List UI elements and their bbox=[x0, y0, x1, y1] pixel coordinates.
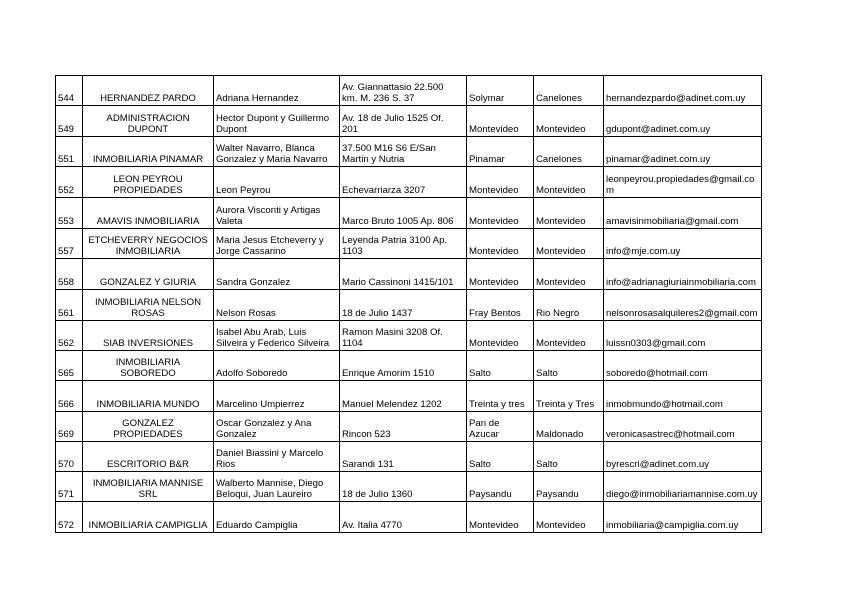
address-cell: Manuel Melendez 1202 bbox=[340, 381, 467, 412]
city-cell: Montevideo bbox=[467, 106, 534, 137]
department-cell: Rio Negro bbox=[534, 290, 604, 321]
email-cell: leonpeyrou.propiedades@gmail.com bbox=[604, 167, 762, 198]
department-cell: Montevideo bbox=[534, 229, 604, 259]
agency-name-cell: ETCHEVERRY NEGOCIOS INMOBILIARIA bbox=[83, 229, 214, 259]
email-cell: inmobmundo@hotmail.com bbox=[604, 381, 762, 412]
city-cell: Montevideo bbox=[467, 198, 534, 229]
department-cell: Montevideo bbox=[534, 321, 604, 351]
table-row bbox=[56, 381, 762, 412]
row-id-cell: 570 bbox=[56, 442, 83, 472]
table-row bbox=[56, 259, 762, 290]
agency-name-cell: AMAVIS INMOBILIARIA bbox=[83, 198, 214, 229]
table-row bbox=[56, 321, 762, 351]
contact-name-cell: Isabel Abu Arab, Luis Silveira y Federico Silveira bbox=[214, 321, 340, 351]
contact-name-cell: Maria Jesus Etcheverry y Jorge Cassarino bbox=[214, 229, 340, 259]
department-cell: Montevideo bbox=[534, 502, 604, 533]
agency-name-cell: INMOBILIARIA PINAMAR bbox=[83, 137, 214, 167]
address-cell: Marco Bruto 1005 Ap. 806 bbox=[340, 198, 467, 229]
row-id-cell: 558 bbox=[56, 259, 83, 290]
table-row bbox=[56, 502, 762, 533]
city-cell: Pinamar bbox=[467, 137, 534, 167]
row-id-cell: 553 bbox=[56, 198, 83, 229]
row-id-cell: 562 bbox=[56, 321, 83, 351]
address-cell: Mario Cassinoni 1415/101 bbox=[340, 259, 467, 290]
table-row bbox=[56, 106, 762, 137]
contact-name-cell: Walter Navarro, Blanca Gonzalez y Maria Navarro bbox=[214, 137, 340, 167]
table-row bbox=[56, 229, 762, 259]
agency-name-cell: INMOBILIARIA SOBOREDO bbox=[83, 351, 214, 381]
email-cell: inmobiliaria@campiglia.com.uy bbox=[604, 502, 762, 533]
email-cell: gdupont@adinet.com.uy bbox=[604, 106, 762, 137]
city-cell: Paysandu bbox=[467, 472, 534, 502]
row-id-cell: 557 bbox=[56, 229, 83, 259]
row-id-cell: 551 bbox=[56, 137, 83, 167]
table-row bbox=[56, 290, 762, 321]
contact-name-cell: Eduardo Campiglia bbox=[214, 502, 340, 533]
city-cell: Montevideo bbox=[467, 321, 534, 351]
contact-name-cell: Aurora Visconti y Artigas Valeta bbox=[214, 198, 340, 229]
address-cell: Av. Italia 4770 bbox=[340, 502, 467, 533]
row-id-cell: 569 bbox=[56, 412, 83, 442]
department-cell: Salto bbox=[534, 351, 604, 381]
email-cell: byrescri@adinet.com.uy bbox=[604, 442, 762, 472]
contact-name-cell: Daniel Biassini y Marcelo Rios bbox=[214, 442, 340, 472]
row-id-cell: 565 bbox=[56, 351, 83, 381]
city-cell: Montevideo bbox=[467, 502, 534, 533]
contact-name-cell: Leon Peyrou bbox=[214, 167, 340, 198]
department-cell: Paysandu bbox=[534, 472, 604, 502]
agency-name-cell: LEON PEYROU PROPIEDADES bbox=[83, 167, 214, 198]
city-cell: Fray Bentos bbox=[467, 290, 534, 321]
table-row bbox=[56, 412, 762, 442]
contact-name-cell: Oscar Gonzalez y Ana Gonzalez bbox=[214, 412, 340, 442]
city-cell: Salto bbox=[467, 442, 534, 472]
city-cell: Salto bbox=[467, 351, 534, 381]
address-cell: Av. Giannattasio 22.500 km. M. 236 S. 37 bbox=[340, 76, 467, 106]
department-cell: Canelones bbox=[534, 76, 604, 106]
email-cell: soboredo@hotmail.com bbox=[604, 351, 762, 381]
address-cell: Av. 18 de Julio 1525 Of. 201 bbox=[340, 106, 467, 137]
department-cell: Salto bbox=[534, 442, 604, 472]
department-cell: Montevideo bbox=[534, 259, 604, 290]
email-cell: info@adrianagiuriainmobiliaria.com bbox=[604, 259, 762, 290]
address-cell: 18 de Julio 1437 bbox=[340, 290, 467, 321]
email-cell: nelsonrosasalquileres2@gmail.com bbox=[604, 290, 762, 321]
table-row bbox=[56, 472, 762, 502]
address-cell: 37.500 M16 S6 E/San Martin y Nutria bbox=[340, 137, 467, 167]
city-cell: Pan de Azucar bbox=[467, 412, 534, 442]
city-cell: Montevideo bbox=[467, 229, 534, 259]
table-row bbox=[56, 442, 762, 472]
table-row bbox=[56, 198, 762, 229]
department-cell: Maldonado bbox=[534, 412, 604, 442]
email-cell: amavisinmobiliaria@gmail.com bbox=[604, 198, 762, 229]
agency-name-cell: SIAB INVERSIONES bbox=[83, 321, 214, 351]
table-row bbox=[56, 351, 762, 381]
address-cell: Echevarriarza 3207 bbox=[340, 167, 467, 198]
email-cell: pinamar@adinet.com.uy bbox=[604, 137, 762, 167]
address-cell: Rincon 523 bbox=[340, 412, 467, 442]
agency-name-cell: INMOBILIARIA NELSON ROSAS bbox=[83, 290, 214, 321]
row-id-cell: 572 bbox=[56, 502, 83, 533]
table-body bbox=[56, 76, 762, 533]
contact-name-cell: Adriana Hernandez bbox=[214, 76, 340, 106]
contact-name-cell: Nelson Rosas bbox=[214, 290, 340, 321]
agency-name-cell: INMOBILIARIA CAMPIGLIA bbox=[83, 502, 214, 533]
department-cell: Montevideo bbox=[534, 106, 604, 137]
agency-name-cell: HERNANDEZ PARDO bbox=[83, 76, 214, 106]
contact-name-cell: Marcelino Umpierrez bbox=[214, 381, 340, 412]
contact-name-cell: Adolfo Soboredo bbox=[214, 351, 340, 381]
contact-name-cell: Sandra Gonzalez bbox=[214, 259, 340, 290]
agency-name-cell: INMOBILIARIA MUNDO bbox=[83, 381, 214, 412]
table-row bbox=[56, 137, 762, 167]
city-cell: Treinta y tres bbox=[467, 381, 534, 412]
email-cell: luissn0303@gmail.com bbox=[604, 321, 762, 351]
email-cell: info@mje.com.uy bbox=[604, 229, 762, 259]
department-cell: Canelones bbox=[534, 137, 604, 167]
email-cell: hernandezpardo@adinet.com.uy bbox=[604, 76, 762, 106]
city-cell: Montevideo bbox=[467, 259, 534, 290]
table-row bbox=[56, 167, 762, 198]
address-cell: Ramon Masini 3208 Of. 1104 bbox=[340, 321, 467, 351]
address-cell: 18 de Julio 1360 bbox=[340, 472, 467, 502]
email-cell: diego@inmobiliariamannise.com.uy bbox=[604, 472, 762, 502]
city-cell: Solymar bbox=[467, 76, 534, 106]
agency-name-cell: GONZALEZ Y GIURIA bbox=[83, 259, 214, 290]
address-cell: Leyenda Patria 3100 Ap. 1103 bbox=[340, 229, 467, 259]
email-cell: veronicasastrec@hotmail.com bbox=[604, 412, 762, 442]
agency-name-cell: INMOBILIARIA MANNISE SRL bbox=[83, 472, 214, 502]
row-id-cell: 571 bbox=[56, 472, 83, 502]
agency-name-cell: ADMINISTRACION DUPONT bbox=[83, 106, 214, 137]
row-id-cell: 544 bbox=[56, 76, 83, 106]
agency-name-cell: GONZALEZ PROPIEDADES bbox=[83, 412, 214, 442]
contacts-table bbox=[55, 75, 762, 533]
city-cell: Montevideo bbox=[467, 167, 534, 198]
agency-name-cell: ESCRITORIO B&R bbox=[83, 442, 214, 472]
table-row bbox=[56, 76, 762, 106]
row-id-cell: 566 bbox=[56, 381, 83, 412]
row-id-cell: 561 bbox=[56, 290, 83, 321]
row-id-cell: 549 bbox=[56, 106, 83, 137]
row-id-cell: 552 bbox=[56, 167, 83, 198]
contact-name-cell: Walberto Mannise, Diego Beloqui, Juan Laureiro bbox=[214, 472, 340, 502]
contact-name-cell: Hector Dupont y Guillermo Dupont bbox=[214, 106, 340, 137]
address-cell: Enrique Amorim 1510 bbox=[340, 351, 467, 381]
department-cell: Montevideo bbox=[534, 167, 604, 198]
department-cell: Montevideo bbox=[534, 198, 604, 229]
address-cell: Sarandi 131 bbox=[340, 442, 467, 472]
department-cell: Treinta y Tres bbox=[534, 381, 604, 412]
